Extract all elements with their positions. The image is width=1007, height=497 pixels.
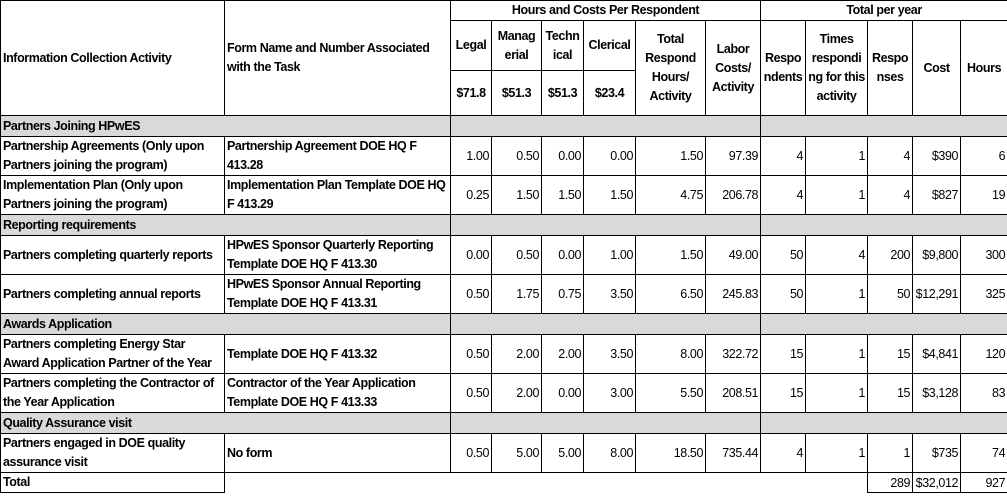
- activity-cell: Implementation Plan (Only upon Partners joining the program): [1, 176, 225, 215]
- managerial-cell: 2.00: [492, 374, 542, 413]
- table-row: [1, 335, 1007, 374]
- total-hours-cell: 5.50: [636, 374, 706, 413]
- legal-cell: 0.00: [451, 236, 492, 275]
- group-fill: [451, 215, 761, 236]
- times-cell: 1: [806, 137, 868, 176]
- group-row: [1, 215, 1007, 236]
- header-technical: Techn ical: [542, 21, 584, 71]
- managerial-cell: 5.00: [492, 434, 542, 473]
- respondents-cell: 4: [761, 137, 806, 176]
- technical-cell: 0.00: [542, 236, 584, 275]
- responses-cell: 50: [868, 275, 913, 314]
- responses-cell: 4: [868, 176, 913, 215]
- hours-cell: 19: [961, 176, 1007, 215]
- total-cost: $32,012: [913, 473, 961, 493]
- labor-cost-cell: 97.39: [706, 137, 761, 176]
- total-hours-cell: 1.50: [636, 236, 706, 275]
- respondents-cell: 50: [761, 275, 806, 314]
- header-per-year: Total per year: [761, 1, 1007, 21]
- form-cell: HPwES Sponsor Annual Reporting Template DOE HQ F 413.31: [225, 275, 451, 314]
- total-hours-cell: 4.75: [636, 176, 706, 215]
- times-cell: 1: [806, 335, 868, 374]
- times-cell: 4: [806, 236, 868, 275]
- legal-cell: 0.25: [451, 176, 492, 215]
- header-per-respondent: Hours and Costs Per Respondent: [451, 1, 761, 21]
- legal-cell: 0.50: [451, 335, 492, 374]
- table-row: [1, 434, 1007, 473]
- cost-cell: $3,128: [913, 374, 961, 413]
- table-row: [1, 176, 1007, 215]
- total-hours-cell: 6.50: [636, 275, 706, 314]
- clerical-cell: 0.00: [584, 137, 636, 176]
- respondents-cell: 4: [761, 434, 806, 473]
- cost-cell: $735: [913, 434, 961, 473]
- activity-cell: Partnership Agreements (Only upon Partners joining the program): [1, 137, 225, 176]
- total-hours-cell: 18.50: [636, 434, 706, 473]
- legal-cell: 1.00: [451, 137, 492, 176]
- times-cell: 1: [806, 176, 868, 215]
- table-row: [1, 137, 1007, 176]
- rate-clerical: $23.4: [584, 71, 636, 116]
- form-cell: HPwES Sponsor Quarterly Reporting Template DOE HQ F 413.30: [225, 236, 451, 275]
- rate-technical: $51.3: [542, 71, 584, 116]
- rate-legal: $71.8: [451, 71, 492, 116]
- form-cell: Partnership Agreement DOE HQ F 413.28: [225, 137, 451, 176]
- responses-cell: 200: [868, 236, 913, 275]
- labor-cost-cell: 208.51: [706, 374, 761, 413]
- respondents-cell: 15: [761, 335, 806, 374]
- header-respondents: Respo ndents: [761, 21, 806, 116]
- table-row: [1, 275, 1007, 314]
- labor-cost-cell: 322.72: [706, 335, 761, 374]
- group-fill: [451, 413, 761, 434]
- header-activity: Information Collection Activity: [1, 1, 225, 116]
- header-responses: Respo nses: [868, 21, 913, 116]
- times-cell: 1: [806, 275, 868, 314]
- activity-cell: Partners completing the Contractor of the Year Application: [1, 374, 225, 413]
- header-total-hours: Total Respond Hours/ Activity: [636, 21, 706, 116]
- managerial-cell: 1.50: [492, 176, 542, 215]
- hours-cell: 120: [961, 335, 1007, 374]
- legal-cell: 0.50: [451, 374, 492, 413]
- activity-cell: Partners completing quarterly reports: [1, 236, 225, 275]
- clerical-cell: 1.50: [584, 176, 636, 215]
- activity-cell: Partners engaged in DOE quality assurance visit: [1, 434, 225, 473]
- table-row: [1, 236, 1007, 275]
- group-row: [1, 314, 1007, 335]
- total-spacer: [225, 473, 868, 493]
- respondents-cell: 50: [761, 236, 806, 275]
- hours-cell: 6: [961, 137, 1007, 176]
- labor-cost-cell: 206.78: [706, 176, 761, 215]
- hours-cell: 300: [961, 236, 1007, 275]
- form-cell: Contractor of the Year Application Template DOE HQ F 413.33: [225, 374, 451, 413]
- legal-cell: 0.50: [451, 434, 492, 473]
- clerical-cell: 3.50: [584, 275, 636, 314]
- group-fill: [761, 413, 1007, 434]
- labor-cost-cell: 49.00: [706, 236, 761, 275]
- group-fill: [451, 314, 761, 335]
- group-row: [1, 116, 1007, 137]
- responses-cell: 4: [868, 137, 913, 176]
- technical-cell: 1.50: [542, 176, 584, 215]
- legal-cell: 0.50: [451, 275, 492, 314]
- managerial-cell: 0.50: [492, 137, 542, 176]
- header-hours: Hours: [961, 21, 1007, 116]
- managerial-cell: 2.00: [492, 335, 542, 374]
- header-times: Times respondi ng for this activity: [806, 21, 868, 116]
- managerial-cell: 1.75: [492, 275, 542, 314]
- total-responses: 289: [868, 473, 913, 493]
- total-hours: 927: [961, 473, 1007, 493]
- form-cell: Template DOE HQ F 413.32: [225, 335, 451, 374]
- clerical-cell: 3.00: [584, 374, 636, 413]
- header-cost: Cost: [913, 21, 961, 116]
- header-labor-costs: Labor Costs/ Activity: [706, 21, 761, 116]
- group-fill: [761, 314, 1007, 335]
- clerical-cell: 8.00: [584, 434, 636, 473]
- group-fill: [761, 215, 1007, 236]
- header-legal: Legal: [451, 21, 492, 71]
- times-cell: 1: [806, 374, 868, 413]
- respondents-cell: 4: [761, 176, 806, 215]
- technical-cell: 0.00: [542, 137, 584, 176]
- labor-cost-cell: 735.44: [706, 434, 761, 473]
- total-hours-cell: 8.00: [636, 335, 706, 374]
- group-label: Partners Joining HPwES: [1, 116, 451, 137]
- total-hours-cell: 1.50: [636, 137, 706, 176]
- table-row: [1, 374, 1007, 413]
- cost-cell: $12,291: [913, 275, 961, 314]
- total-label: Total: [1, 473, 225, 493]
- form-cell: No form: [225, 434, 451, 473]
- form-cell: Implementation Plan Template DOE HQ F 413.29: [225, 176, 451, 215]
- technical-cell: 0.00: [542, 374, 584, 413]
- responses-cell: 1: [868, 434, 913, 473]
- group-row: [1, 413, 1007, 434]
- header-form: Form Name and Number Associated with the Task: [225, 1, 451, 116]
- times-cell: 1: [806, 434, 868, 473]
- responses-cell: 15: [868, 335, 913, 374]
- cost-cell: $827: [913, 176, 961, 215]
- group-label: Quality Assurance visit: [1, 413, 451, 434]
- clerical-cell: 3.50: [584, 335, 636, 374]
- hours-cell: 325: [961, 275, 1007, 314]
- activity-cell: Partners completing annual reports: [1, 275, 225, 314]
- header-clerical: Clerical: [584, 21, 636, 71]
- group-fill: [451, 116, 761, 137]
- technical-cell: 0.75: [542, 275, 584, 314]
- technical-cell: 2.00: [542, 335, 584, 374]
- group-fill: [761, 116, 1007, 137]
- managerial-cell: 0.50: [492, 236, 542, 275]
- header-managerial: Manag erial: [492, 21, 542, 71]
- group-label: Awards Application: [1, 314, 451, 335]
- responses-cell: 15: [868, 374, 913, 413]
- cost-cell: $9,800: [913, 236, 961, 275]
- respondents-cell: 15: [761, 374, 806, 413]
- technical-cell: 5.00: [542, 434, 584, 473]
- activity-cell: Partners completing Energy Star Award Application Partner of the Year: [1, 335, 225, 374]
- hours-cell: 74: [961, 434, 1007, 473]
- cost-cell: $390: [913, 137, 961, 176]
- rate-managerial: $51.3: [492, 71, 542, 116]
- labor-cost-cell: 245.83: [706, 275, 761, 314]
- clerical-cell: 1.00: [584, 236, 636, 275]
- total-row: [1, 473, 1007, 493]
- group-label: Reporting requirements: [1, 215, 451, 236]
- cost-cell: $4,841: [913, 335, 961, 374]
- hours-cell: 83: [961, 374, 1007, 413]
